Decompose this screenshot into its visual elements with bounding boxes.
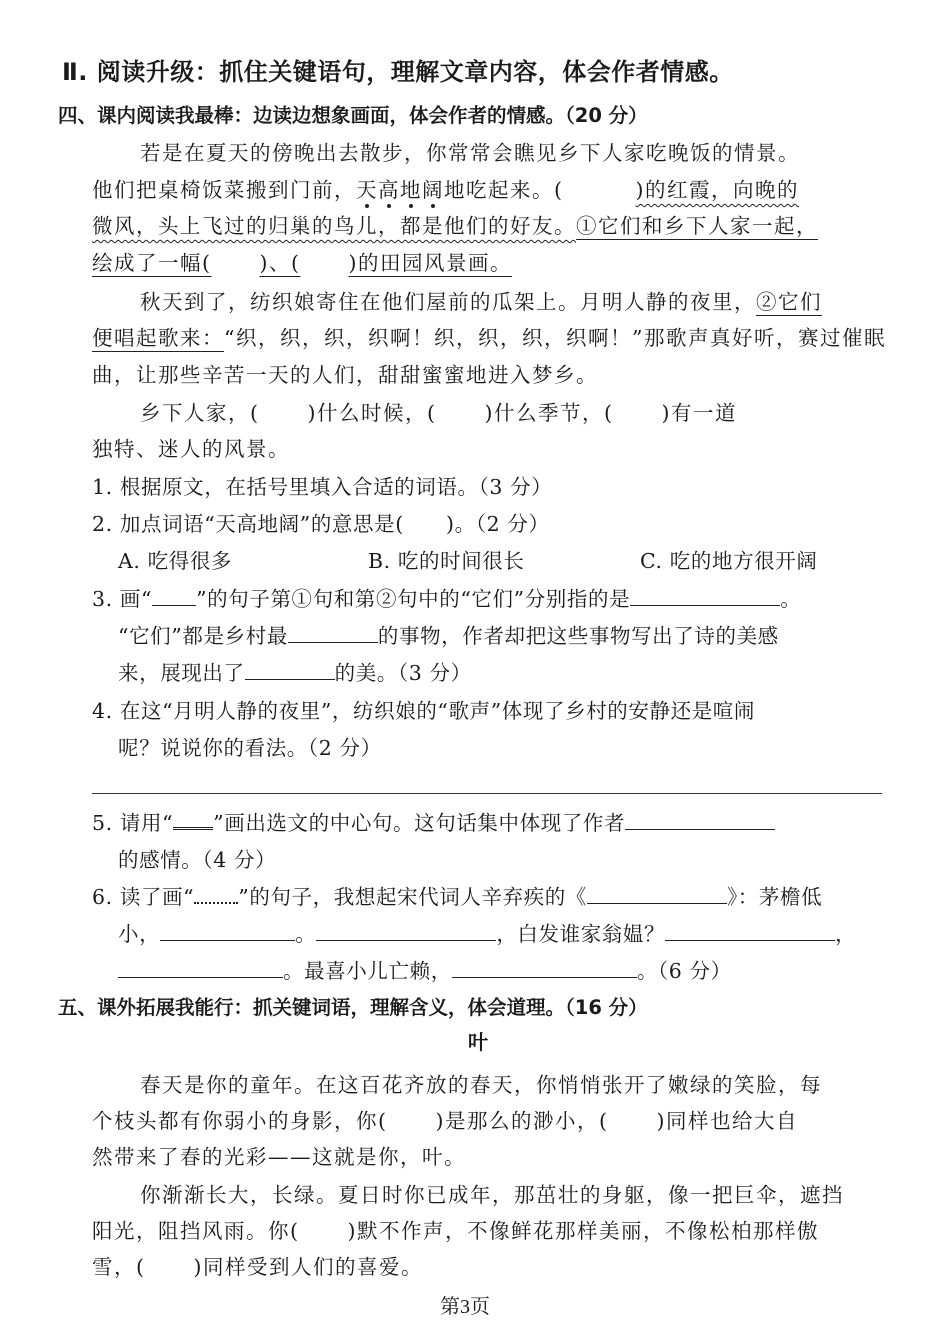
passage-line: 若是在夏天的傍晚出去散步，你常常会瞧见乡下人家吃晚饭的情景。 — [140, 141, 800, 165]
underline-symbol — [152, 589, 196, 606]
answer-blank[interactable] — [452, 959, 637, 978]
answer-blank[interactable] — [245, 661, 335, 680]
question-1: 1. 根据原文，在括号里填入合适的词语。（3 分） — [92, 475, 553, 499]
question-6: 6. 读了画“ ”的句子，我想起宋代词人辛弃疾的《 》：茅檐低 — [92, 885, 823, 909]
wavy-underlined-text: )的红霞，向晚的 — [635, 178, 799, 202]
question-6-line: 小， 。 ，白发谁家翁媪？ ， — [118, 922, 857, 946]
question-2: 2. 加点词语“天高地阔”的意思是( )。（2 分） — [92, 512, 550, 536]
option-b[interactable]: B. 吃的时间很长 — [368, 549, 525, 573]
answer-blank[interactable] — [160, 922, 295, 941]
question-6-line: 。最喜小儿亡赖， 。（6 分） — [118, 954, 732, 984]
question-3-line: “它们”都是乡村最 的事物，作者却把这些事物写出了诗的美感 — [118, 624, 779, 648]
page-number: 第3页 — [440, 1296, 490, 1318]
answer-blank[interactable] — [316, 922, 496, 941]
underlined-sentence-1: ①它们和乡下人家一起， — [576, 214, 818, 238]
section-4-heading: 四、课内阅读我最棒：边读边想象画面，体会作者的情感。（20 分） — [58, 104, 648, 127]
passage-line: 独特、迷人的风景。 — [92, 437, 290, 461]
question-4: 4. 在这“月明人静的夜里”，纺织娘的“歌声”体现了乡村的安静还是喧闹 — [92, 699, 755, 723]
question-3: 3. 画“ ”的句子第①句和第②句中的“它们”分别指的是 。 — [92, 587, 802, 611]
underlined-sentence-2: 便唱起歌来： — [92, 326, 224, 350]
passage-line: 秋天到了，纺织娘寄住在他们屋前的瓜架上。月明人静的夜里，②它们 — [140, 290, 822, 314]
passage-title: 叶 — [468, 1030, 488, 1054]
section-5-heading: 五、课外拓展我能行：抓关键词语，理解含义，体会道理。（16 分） — [58, 996, 648, 1019]
double-underline-symbol — [173, 811, 213, 830]
wavy-underlined-text: 微风，头上飞过的归巢的鸟儿，都是他们的好友。 — [92, 214, 576, 238]
answer-blank[interactable] — [665, 922, 835, 941]
passage-line: 然带来了春的光彩——这就是你，叶。 — [92, 1145, 466, 1169]
part-title: Ⅱ. 阅读升级：抓住关键语句，理解文章内容，体会作者情感。 — [62, 58, 734, 86]
answer-blank[interactable] — [625, 811, 775, 830]
wavy-underline-symbol — [194, 886, 238, 904]
dotted-char: 天 — [356, 178, 378, 202]
passage-line: 个枝头都有你弱小的身影，你( )是那么的渺小，( )同样也给大自 — [92, 1109, 798, 1133]
dotted-char: 高 — [378, 178, 400, 202]
answer-blank[interactable] — [118, 959, 283, 978]
passage-line: 雪，( )同样受到人们的喜爱。 — [92, 1255, 423, 1279]
answer-blank[interactable] — [630, 587, 780, 606]
question-3-line: 来，展现出了 的美。（3 分） — [118, 661, 472, 685]
passage-line: 春天是你的童年。在这百花齐放的春天，你悄悄张开了嫩绿的笑脸，每 — [140, 1073, 822, 1097]
passage-line: 便唱起歌来：“织，织，织，织啊！织，织，织，织啊！”那歌声真好听，赛过催眠 — [92, 326, 886, 350]
underlined-sentence-1: 绘成了一幅( )、( )的田园风景画。 — [92, 251, 512, 275]
passage-line: 曲，让那些辛苦一天的人们，甜甜蜜蜜地进入梦乡。 — [92, 363, 598, 387]
answer-blank[interactable] — [587, 885, 727, 904]
question-4-line: 呢？说说你的看法。（2 分） — [118, 736, 382, 760]
option-a[interactable]: A. 吃得很多 — [118, 549, 233, 573]
passage-line: 阳光，阻挡风雨。你( )默不作声，不像鲜花那样美丽，不像松柏那样傲 — [92, 1219, 819, 1243]
dotted-char: 地 — [400, 178, 422, 202]
passage-line: 乡下人家，( )什么时候，( )什么季节，( )有一道 — [140, 401, 737, 425]
passage-line: 你渐渐长大，长绿。夏日时你已成年，那茁壮的身躯，像一把巨伞，遮挡 — [140, 1183, 844, 1207]
underlined-sentence-2: ②它们 — [756, 290, 822, 314]
answer-blank[interactable] — [288, 624, 378, 643]
passage-line: 他们把桌椅饭菜搬到门前，天高地阔地吃起来。( )的红霞，向晚的 — [92, 178, 799, 202]
passage-line — [92, 246, 512, 276]
passage-line — [92, 209, 818, 239]
question-5-line: 的感情。（4 分） — [118, 848, 277, 872]
option-c[interactable]: C. 吃的地方很开阔 — [640, 549, 818, 573]
answer-line[interactable] — [92, 793, 882, 794]
dotted-char: 阔 — [422, 178, 444, 202]
question-5: 5. 请用“ ”画出选文的中心句。这句话集中体现了作者 — [92, 806, 775, 836]
